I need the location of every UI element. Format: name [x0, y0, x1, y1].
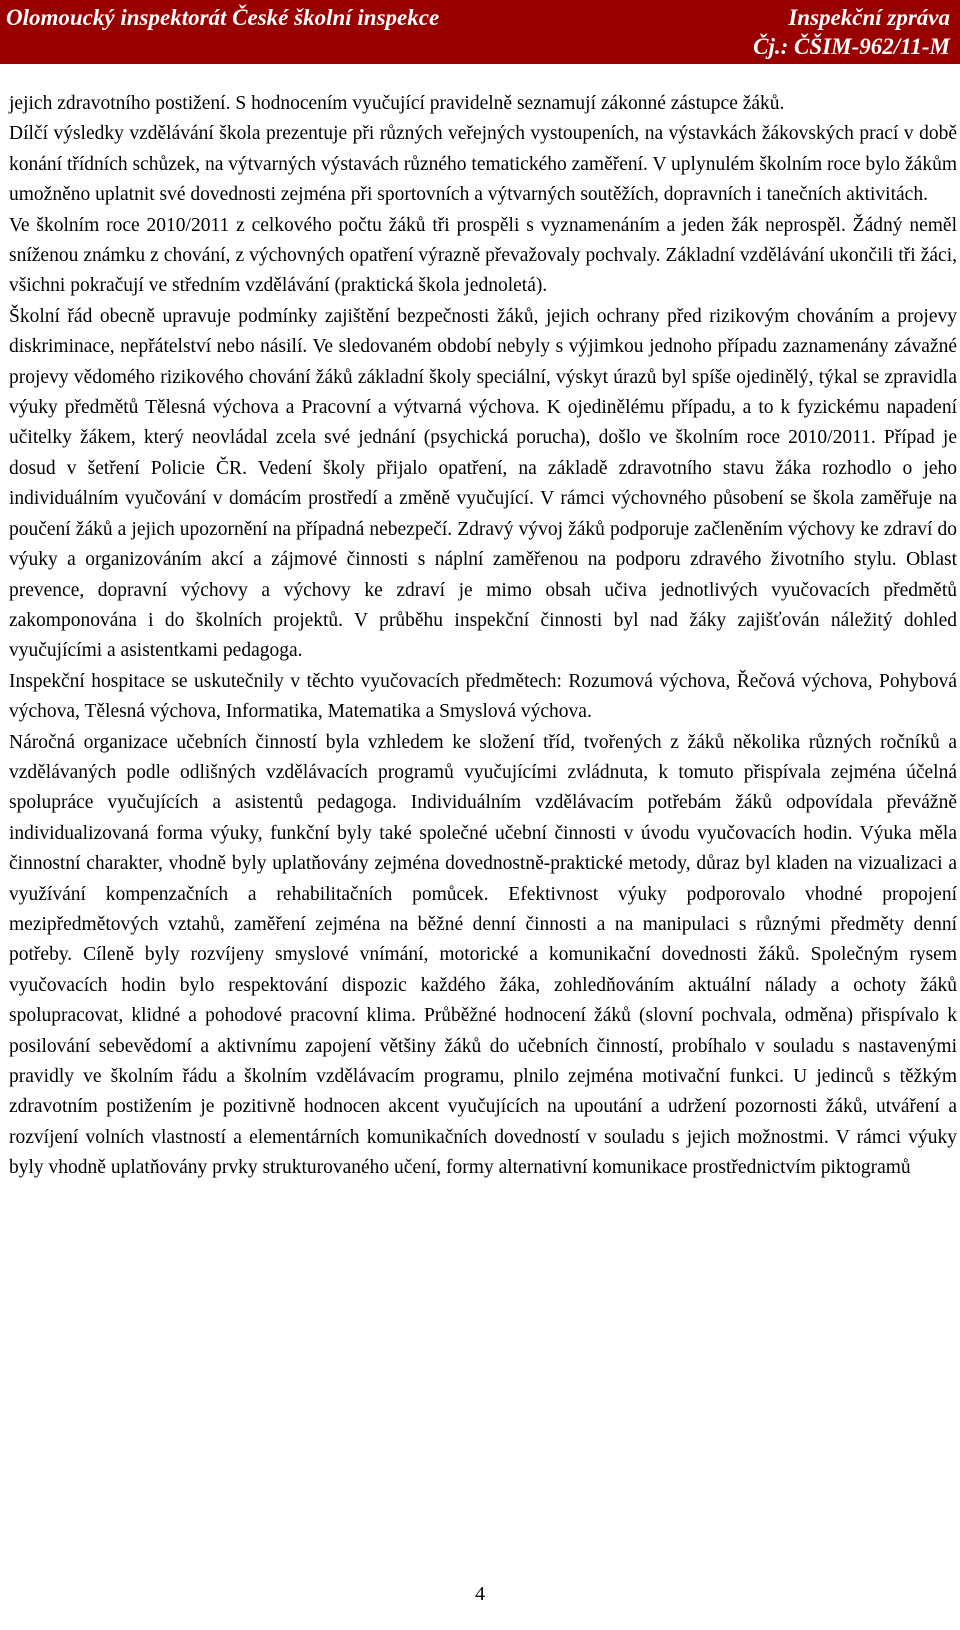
- paragraph-5: Inspekční hospitace se uskutečnily v těchto vyučovacích předmětech: Rozumová výchova, Řečová výchova, Pohybová výchova, Tělesná výchova, Informatika, Matematika a Smyslová výchova.: [9, 670, 957, 723]
- header-right-block: [753, 3, 950, 61]
- paragraph-1: jejich zdravotního postižení. S hodnocením vyučující pravidelně seznamují zákonné zástupce žáků.: [9, 93, 785, 114]
- page-number: 4: [475, 1583, 485, 1605]
- paragraph-4: Školní řád obecně upravuje podmínky zajištění bezpečnosti žáků, jejich ochrany před rizikovým chováním a projevy diskriminace, nepřátelství nebo násilí. Ve sledovaném období nebyly s výjimkou jednoho případu zaznamenány závažné projevy vědomého rizikového chování žáků základní školy speciální, výskyt úrazů byl spíše ojedinělý, týkal se zpravidla výuky předmětů Tělesná výchova a Pracovní a výtvarná výchova. K ojedinělému případu, a to k fyzickému napadení učitelky žákem, který neovládal zcela své jednání (psychická porucha), došlo ve školním roce 2010/2011. Případ je dosud v šetření Policie ČR. Vedení školy přijalo opatření, na základě zdravotního stavu žáka rozhodlo o jeho individuálním vyučování v domácím prostředí a změně vyučující. V rámci výchovného působení se škola zaměřuje na poučení žáků a jejich upozornění na případná nebezpečí. Zdravý vývoj žáků podporuje začleněním výchovy ke zdraví do výuky a organizováním akcí a zájmové činnosti s náplní zaměřenou na podporu zdravého životního stylu. Oblast prevence, dopravní výchovy a výchovy ke zdraví je mimo obsah učiva jednotlivých vyučovacích předmětů zakomponována i do školních projektů. V průběhu inspekční činnosti byl nad žáky zajišťován náležitý dohled vyučujícími a asistentkami pedagoga.: [9, 305, 957, 662]
- page-header: [0, 0, 960, 64]
- header-doc-type: Inspekční zpráva: [788, 5, 950, 30]
- paragraph-3: Ve školním roce 2010/2011 z celkového počtu žáků tři prospěli s vyznamenáním a jeden žák neprospěl. Žádný neměl sníženou známku z chování, z výchovných opatření výrazně převažovaly pochvaly. Základní vzdělávání ukončili tři žáci, všichni pokračují ve středním vzdělávání (praktická škola jednoletá).: [9, 214, 957, 297]
- paragraph-2: Dílčí výsledky vzdělávání škola prezentuje při různých veřejných vystoupeních, na výstavkách žákovských prací v době konání třídních schůzek, na výtvarných výstavách různého tematického zaměření. V uplynulém školním roce bylo žákům umožněno uplatnit své dovednosti zejména při sportovních a výtvarných soutěžích, dopravních i tanečních aktivitách.: [9, 123, 957, 206]
- paragraph-6: Náročná organizace učebních činností byla vzhledem ke složení tříd, tvořených z žáků několika různých ročníků a vzdělávaných podle odlišných vzdělávacích programů vyučujícími zvládnuta, k tomuto přispívala zejména účelná spolupráce vyučujících a asistentů pedagoga. Individuálním vzdělávacím potřebám žáků odpovídala převážně individualizovaná forma výuky, funkční byly také společné učební činnosti v úvodu vyučovacích hodin. Výuka měla činnostní charakter, vhodně byly uplatňovány zejména dovednostně-praktické metody, důraz byl kladen na vizualizaci a využívání kompenzačních a rehabilitačních pomůcek. Efektivnost výuky podporovalo vhodné propojení mezipředmětových vztahů, zaměření zejména na běžné denní činnosti a na manipulaci s různými předměty denní potřeby. Cíleně byly rozvíjeny smyslové vnímání, motorické a komunikační dovednosti žáků. Společným rysem vyučovacích hodin bylo respektování dispozic každého žáka, zohledňováním aktuální nálady a ochoty žáků spolupracovat, klidné a pohodové pracovní klima. Průběžné hodnocení žáků (slovní pochvala, odměna) přispívalo k posilování sebevědomí a aktivnímu zapojení většiny žáků do učebních činností, probíhalo v souladu s nastavenými pravidly ve školním řádu a školním vzdělávacím programu, plnilo zejména motivační funkci. U jedinců s těžkým zdravotním postižením je pozitivně hodnocen akcent vyučujících na upoutání a udržení pozornosti žáků, utváření a rozvíjení volních vlastností a elementárních komunikačních dovedností v souladu s jejich možnostmi. V rámci výuky byly vhodně uplatňovány prvky strukturovaného učení, formy alternativní komunikace prostřednictvím piktogramů: [9, 731, 957, 1179]
- header-ref-number: Čj.: ČŠIM-962/11-M: [753, 34, 950, 59]
- document-body: [9, 89, 957, 1184]
- header-organization: Olomoucký inspektorát České školní inspekce: [6, 5, 440, 30]
